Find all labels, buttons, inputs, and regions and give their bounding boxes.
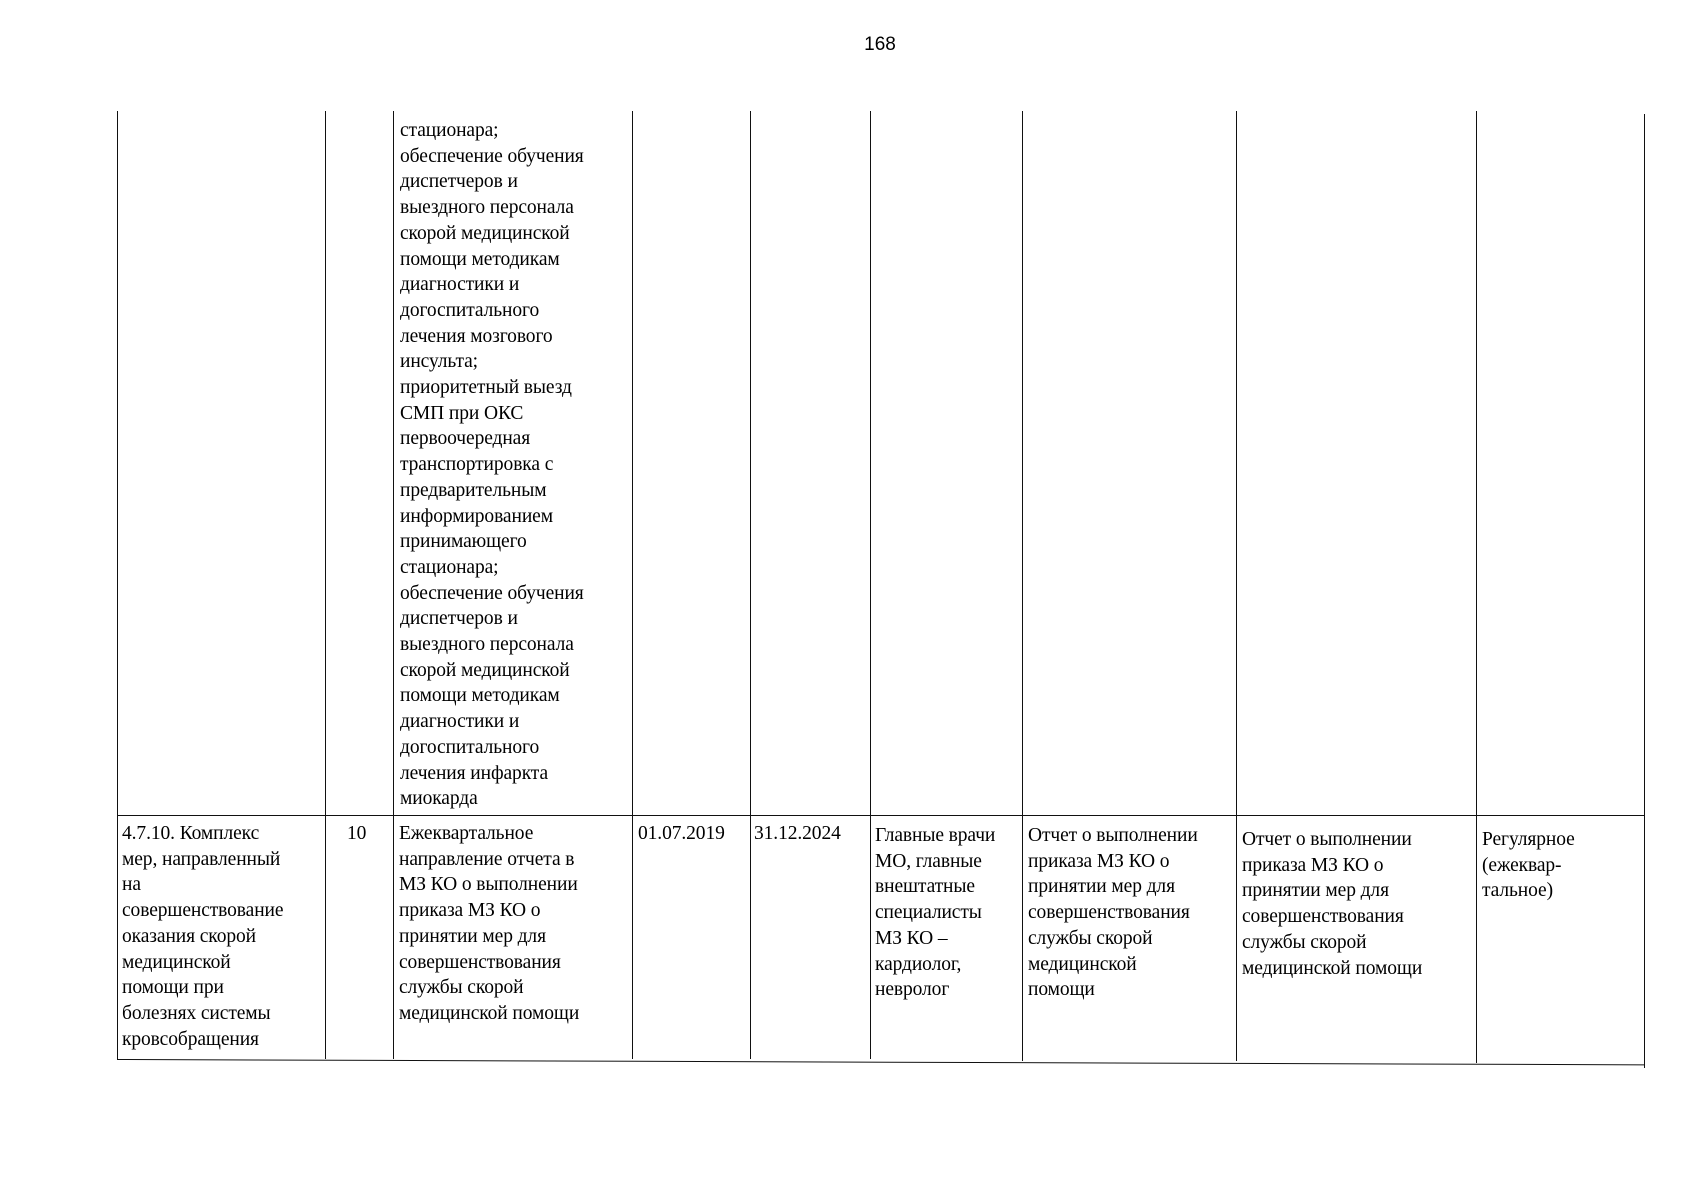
page-number: 168 — [864, 34, 896, 55]
measure-cell: 4.7.10. Комплекс мер, направленный на совершенствование оказания скорой медицинской помощи при болезнях системы кровсобращения — [122, 823, 284, 1050]
row-divider — [117, 815, 1645, 816]
end-date-cell: 31.12.2024 — [754, 823, 841, 844]
table-border-left — [117, 111, 118, 1059]
table-border-bottom — [117, 1059, 1645, 1065]
result-cell: Отчет о выполнении приказа МЗ КО о принятии мер для совершенствования службы скорой медицинской помощи — [1028, 825, 1198, 1001]
column-divider-3 — [632, 111, 633, 1059]
column-divider-7 — [1236, 111, 1237, 1061]
continuation-activity-text: стационара; обеспечение обучения диспетчеров и выездного персонала скорой медицинской помощи методикам диагностики и догоспитального лечения мозгового инсульта; приоритетный выезд СМП при ОКС первоочередная транспортировка с предварительным информированием принимающего стационара; обеспечение обучения диспетчеров и выездного персонала скорой медицинской помощи методикам диагностики и догоспитального лечения инфаркта миокарда — [400, 120, 584, 810]
column-divider-8 — [1476, 111, 1477, 1063]
responsible-cell: Главные врачи МО, главные внештатные специалисты МЗ КО – кардиолог, невролог — [875, 825, 996, 1001]
column-divider-2 — [393, 111, 394, 1059]
column-divider-4 — [750, 111, 751, 1059]
start-date-cell: 01.07.2019 — [638, 823, 725, 844]
number-cell: 10 — [347, 823, 367, 844]
periodicity-cell: Регулярное (ежеквар- тальное) — [1482, 829, 1575, 902]
column-divider-6 — [1022, 111, 1023, 1061]
column-divider-1 — [325, 111, 326, 1059]
control-cell: Отчет о выполнении приказа МЗ КО о принятии мер для совершенствования службы скорой медицинской помощи — [1242, 829, 1423, 979]
column-divider-5 — [870, 111, 871, 1059]
table-border-right — [1644, 114, 1645, 1068]
activity-cell: Ежеквартальное направление отчета в МЗ КО о выполнении приказа МЗ КО о принятии мер для совершенствования службы скорой медицинской помощи — [399, 823, 580, 1024]
